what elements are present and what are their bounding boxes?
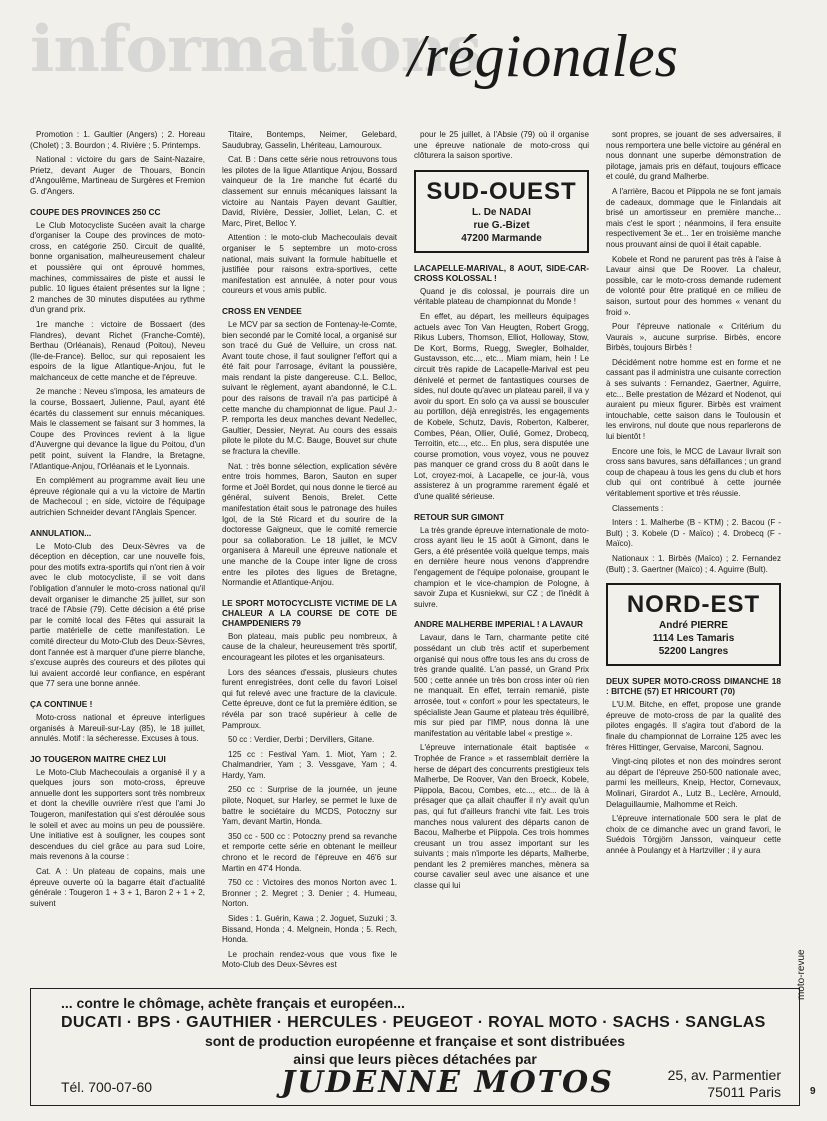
correspondent-name: L. De NADAI: [472, 206, 531, 218]
article-paragraph: L'épreuve internationale était baptisée « Trophée de France » et rassemblait derrière la herse de départ des concurrents prestigieux tels Malherbe, De Roover, Van den Broeck, Kobele, Piippola, Bacou, Combes, etc..., etc... de là à présager que ça allait chauffer il n'y avait qu'un pas, qui fut d'ailleurs franchi vite fait. Les trois manches nous valurent des départs canon de Bacou, Malherbe et Piippola. Ces trois hommes creusant un trou assez important sur les suivants ; mais n'importe les départs, Malherbe, pendant les 2 premières manches, mènera sa course cavalier seul avec une aisance et une classe qui lui: [414, 743, 589, 891]
article-paragraph: Le Club Motocycliste Sucéen avait la charge d'organiser la Coupe des provinces de moto-cross, en catégorie 250. Circuit de qualité, bonne organisation, malheureusement chaleur et poussière qui ont éprouvé hommes, machines, commissaires de piste et aussi le public. 10 ligues étaient présentes sur la ligne ; 2 manches de 30 minutes disputées au rythme d'un grand prix.: [30, 220, 205, 315]
article-paragraph: 125 cc : Festival Yam. 1. Miot, Yam ; 2. Chalmandrier, Yam ; 3. Vessgave, Yam ; 4. Hardy, Yam.: [222, 749, 397, 780]
correspondent-name: André PIERRE: [659, 620, 728, 632]
article-heading: CROSS EN VENDEE: [222, 305, 302, 316]
article-paragraph: 1re manche : victoire de Bossaert (des Flandres), devant Richet (Franche-Comté), Berthau (Orléanais), Renaud (Poitou), Neveu (Ile-de-France). Belloc, sur qui reposaient les espoirs de la ligue Atlantique-Anjou, fut le malchanceux de cette manche et de l'épreuve.: [30, 319, 205, 382]
article-paragraph: Inters : 1. Malherbe (B - KTM) ; 2. Bacou (F - Bult) ; 3. Kobele (D - Maïco) ; 4. Drobecq (F - Maïco).: [606, 518, 781, 549]
ad-logo-judenne-motos: JUDENNE MOTOS: [281, 1065, 614, 1100]
article-paragraph: sont propres, se jouant de ses adversaires, il nous remportera une belle victoire au général en nous donnant une superbe démonstration de pilotage, jamais pris en défaut, toujours efficace et coulé, du grand Malherbe.: [606, 130, 781, 182]
article-paragraph: Décidément notre homme est en forme et ne cassant pas il administra une cuisante correction à ses suivants : Fernandez, Gaertner, Aguirre, etc... Belle prestation de Mézard et Nodenot, qui auraient pu mieux figurer. Birbès est vraiment intouchable, cette saison dans le Toulousin et les environs, nul doute que nous reparlerons de lui bientôt !: [606, 357, 781, 442]
article-heading: LACAPELLE-MARIVAL, 8 AOUT, SIDE-CAR-CROSS KOLOSSAL !: [414, 262, 589, 283]
article-paragraph: National : victoire du gars de Saint-Nazaire, Prietz, devant Auger de Thouars, Boncin d'Angoulême, Martineau de Surgères et Fremion G. d'Angers.: [30, 155, 205, 196]
article-paragraph: La très grande épreuve internationale de moto-cross ayant lieu le 15 août à Gimont, dans le Gers, a été présentée voilà quelque temps, mais en dernière heure nous venons d'apprendre l'engagement de l'équipe polonaise, groupant le champion et le vice-champion de Pologne, à savoir Zupa et Kusniekwi, sur CZ ; de l'inédit à suivre.: [414, 525, 589, 609]
section-box-nord-est: [606, 583, 781, 666]
article-paragraph: 250 cc : Surprise de la journée, un jeune pilote, Noquet, sur Harley, se permet le luxe de battre le sociétaire du MCDS, Potoczny sur Yam, devant Martin, Honda.: [222, 785, 397, 827]
article-paragraph: Nat. : très bonne sélection, explication sévère entre trois hommes, Baron, Sauton en super forme et Joël Bordet, qui nous donne le tiercé au général, suivent Benois, Brelet. Cette manifestation était sous le patronage des huiles Igol, de la Sté Ricard et du sourire de la doctoresse Gaigneux, que le comité remercie pour sa collaboration. Le 18 juillet, le MCV organisera à Mareuil une épreuve nationale et une manche de la Coupe inter ligne de cross entre les pilotes des ligues de Bretagne, Normandie et Atlantique-Anjou.: [222, 461, 397, 588]
page-number: 9: [810, 1086, 816, 1097]
article-paragraph: Encore une fois, le MCC de Lavaur livrait son cross sans bavures, sans défaillances ; un grand coup de chapeau à tous les gens du club et hors club qui ont contribué à cette journée véritablement sportive et très réussie.: [606, 446, 781, 498]
article-paragraph: Le Moto-Club Machecoulais a organisé il y a quelques jours son moto-cross, épreuve annuelle dont les supporters sont très nombreux et dont la cheville ouvrière n'est que l'ami Jo Tougeron, manifestation qui s'est déroulée sous le soleil et avec au moins un peu de poussière. Une initiative est à souligner, les coupes sont descendues du ciel grâce au para sud Loire, mais revenons à la course :: [30, 767, 205, 862]
article-heading: ANNULATION...: [30, 527, 92, 538]
article-paragraph: Attention : le moto-club Machecoulais devait organiser le 5 septembre un moto-cross national, mais suivant la formule habituelle et justifiée pour raisons extra-sportives, cette manifestation est annulée, à noter pour vous coureurs et vous amis public.: [222, 233, 397, 296]
ad-phone: Tél. 700-07-60: [61, 1079, 153, 1095]
article-paragraph: Le prochain rendez-vous que vous fixe le Moto-Club des Deux-Sèvres est: [222, 949, 397, 970]
article-heading: DEUX SUPER MOTO-CROSS DIMANCHE 18 : BITCHE (57) ET HRICOURT (70): [606, 676, 781, 697]
correspondent-city: 47200 Marmande: [461, 232, 542, 244]
article-paragraph: Classements :: [612, 503, 664, 513]
ad-address: [621, 1067, 781, 1101]
ad-line-parts: ainsi que leurs pièces détachées par: [293, 1051, 537, 1067]
article-paragraph: Kobele et Rond ne parurent pas très à l'aise à Lavaur ainsi que De Roover. La chaleur, possible, car le moto-cross demande rudement de volonté pour être pratiqué en ce milieu de saison, surtout pour des hommes « venant du froid ».: [606, 254, 781, 317]
article-paragraph: En effet, au départ, les meilleurs équipages actuels avec Ton Van Heugten, Robert Grogg, Rikus Lubers, Thomson, Elliot, Holloway, Stow, De Kort, Borms, Ruegg, Swegler, Bolhalder, Gustavsson, etc..., etc... Miam miam, hein ! Le circuit très rapide de Lacapelle-Marival est peu dénivelé et permet de fantastiques courses de sides, nul doute qu'avec un plateau pareil, il va y avoir du sport. En solo ça va aussi se bousculer au portillon, déjà enregistrés, les engagements de Kobele, Schutz, Davis, Roberton, Kalberer, Combes, Péan, Ollier, Oulié, Gomez, Drobecq, Terroitin, etc..., etc... En plus, sera disputée une course promotion, vous voyez, vous ne pouvez pas manquer ce grand cross du 8 août dans le Lot, croyez-moi, à Lacapelle, ce jour-là, vous assisterez à un programme rarement égalé et d'une qualité sérieuse.: [414, 311, 589, 502]
article-paragraph: Lors des séances d'essais, plusieurs chutes furent enregistrées, dont celle du favori Loisel qui fut relevé avec une fracture de la clavicule. Cette épreuve, dont ce fut la première édition, se révéla par son tracé supérieur à celle de Pamproux.: [222, 667, 397, 730]
article-paragraph: Le MCV par sa section de Fontenay-le-Comte, bien secondé par le Comité local, a organisé sur son tracé du Gué de Velluire, un cross nat. Avant toute chose, il faut souligner l'effort qui a été fait pour l'arrosage, évitant la poussière, mais rendant la piste dangereuse. C.L. Belloc, suivant le règlement, ayant abandonné, le C.L. pour des raisons de travail n'a pas participé à cette manche du championnat de ligue. Paul J.-P. remporta les deux manches devant Nedellec, Gaultier, Dessier, Neyrat. Au cours des essais pilote le pilote du M.C. Bauge, Bouvet sur chute se fractura la cheville.: [222, 319, 397, 457]
article-paragraph: Bon plateau, mais public peu nombreux, à cause de la chaleur, heureusement très sportif, encourageant les pilotes et les organisateurs.: [222, 631, 397, 662]
correspondent-street: rue G.-Bizet: [473, 219, 530, 231]
article-paragraph: Cat. A : Un plateau de copains, mais une épreuve ouverte où la bagarre était d'actualité générale : Tougeron 1 + 3 + 1, Baron 2 + 1 + 2, suivent: [30, 867, 205, 908]
ad-brand-list: DUCATI · BPS · GAUTHIER · HERCULES · PEUGEOT · ROYAL MOTO · SACHS · SANGLAS: [61, 1014, 766, 1031]
article-paragraph: Moto-cross national et épreuve interligues organisés à Mareuil-sur-Lay (85), le 18 juillet, annulés. Motif : la sécheresse. Excuses à tous.: [30, 712, 205, 744]
article-paragraph: Titaire, Bontemps, Neimer, Gelebard, Saudubray, Gasselin, Lhériteau, Lamouroux.: [222, 130, 397, 150]
page-header: [30, 12, 820, 122]
section-title-sud-ouest: SUD-OUEST: [426, 177, 577, 205]
header-title-informations: informations: [30, 12, 482, 87]
article-paragraph: Sides : 1. Guérin, Kawa ; 2. Joguet, Suzuki ; 3. Bissand, Honda ; 4. Melgnein, Honda ; 5. Rech, Honda.: [222, 914, 397, 945]
article-paragraph: L'U.M. Bitche, en effet, propose une grande épreuve de moto-cross de par la qualité des pilotes engagés. Il s'agira tout d'abord de la finale du championnat de Lorraine 125 avec les frères Hittinger, Gervaise, Marconi, Sagnou.: [606, 700, 781, 752]
article-heading: COUPE DES PROVINCES 250 CC: [30, 206, 161, 217]
article-paragraph: 350 cc - 500 cc : Potoczny prend sa revanche et remporte cette série en obtenant le meilleur chrono et le record de l'épreuve en 46'6 sur Martin en 47'4 Honda.: [222, 831, 397, 873]
article-heading: ANDRE MALHERBE IMPERIAL ! A LAVAUR: [414, 619, 584, 630]
correspondent-city: 52200 Langres: [658, 646, 729, 658]
ad-address-city: 75011 Paris: [707, 1084, 781, 1100]
column-3: [414, 130, 589, 980]
article-paragraph: Vingt-cinq pilotes et non des moindres seront au départ de l'épreuve 250-500 nationale avec, parmi les meilleurs, Kneip, Hector, Cornevaux, Molinari, Girardot A., Lutz B., Leclère, Arnould, Delaguillaumie, Malhomme et Reich.: [606, 757, 781, 809]
article-heading: LE SPORT MOTOCYCLISTE VICTIME DE LA CHALEUR A LA COURSE DE COTE DE CHAMPDENIERS 79: [222, 597, 397, 628]
correspondent-street: 1114 Les Tamaris: [652, 633, 735, 645]
article-heading: JO TOUGERON MAITRE CHEZ LUI: [30, 753, 166, 764]
article-paragraph: Pour l'épreuve nationale « Critérium du Vaurais », aucune surprise. Birbès, encore Birbès, toujours Birbès !: [606, 322, 781, 353]
article-heading: ÇA CONTINUE !: [30, 698, 93, 709]
article-paragraph: L'épreuve internationale 500 sera le plat de choix de ce dimanche avec un grand favori, le Suédois Törgjörn Jansson, vainqueur cette année à Poulangy et à Hartzviller ; il y aura: [606, 814, 781, 855]
article-paragraph: 50 cc : Verdier, Derbi ; Dervillers, Gitane.: [228, 735, 375, 745]
ad-slogan: ... contre le chômage, achète français et européen...: [61, 995, 405, 1011]
article-paragraph: Le Moto-Club des Deux-Sèvres va de déception en déception, car une nouvelle fois, pour des motifs extra-sportifs qui n'ont rien à voir avec le club motocycliste, il se voit dans l'obligation d'annuler le moto-cross national qu'il devait organiser le dimanche 25 juillet, sur son tracé de l'Absie (79). Cette décision a été prise par le comité local des Fêtes qui assurait la partie matérielle de cette manifestation. Le comité directeur du Moto-Club des Deux-Sèvres, dont l'année est à marquer d'une pierre blanche, s'excuse auprès des coureurs et des pilotes qui lui avaient accordé leur confiance, en espérant que 77 sera une bonne année.: [30, 541, 205, 689]
article-paragraph: 750 cc : Victoires des monos Norton avec 1. Bronner ; 2. Megret ; 3. Denier ; 4. Humeau, Norton.: [222, 878, 397, 909]
column-2: [222, 130, 397, 980]
article-paragraph: Cat. B : Dans cette série nous retrouvons tous les pilotes de la ligue Atlantique Anjou, Bossard vainqueur de la 1re manche fut écarté du classement sur ennuis mécaniques laissant la victoire au Nantais Payen devant Gaultier, David, Rivière, Dessier, Jolliet, Lelan, C. et Marc, Piret, Belloc Y.: [222, 155, 397, 228]
article-paragraph: Promotion : 1. Gaultier (Angers) ; 2. Horeau (Cholet) ; 3. Bourdon ; 4. Rivière ; 5. Printemps.: [30, 130, 205, 150]
section-title-nord-est: NORD-EST: [626, 591, 761, 619]
header-title-regionales: /régionales: [408, 23, 678, 89]
article-paragraph: A l'arrière, Bacou et Piippola ne se font jamais de cadeaux, dommage que le Finlandais ait brisé un amortisseur en première manche... mais c'est le sport ; néanmoins, il fera ensuite respectivement 3e et... 1er en troisième manche nous prouvant ainsi de quoi il était capable.: [606, 186, 781, 249]
article-heading: RETOUR SUR GIMONT: [414, 511, 505, 522]
column-4: [606, 130, 781, 980]
magazine-name-vertical: moto-revue: [796, 949, 807, 1000]
section-box-sud-ouest: [414, 170, 589, 253]
article-paragraph: Lavaur, dans le Tarn, charmante petite cité possédant un club très actif et superbement organisé qui nous offre tous les ans du cross de très grande qualité. L'an passé, un Grand Prix 500 ; cette année un très bon cross inter où rien ne manquait. En effet, terrain remanié, piste arrosée, tout « confort » pour les spectateurs, le spécialiste Jean Gaume et plateau très équilibré, mis sur pied par l'IMP, nous donna là une manifestation au véritable label « prestige ».: [414, 633, 589, 738]
article-paragraph: pour le 25 juillet, à l'Absie (79) où il organise une épreuve nationale de moto-cross qui clôturera la saison sportive.: [414, 130, 589, 161]
advertisement-judenne-motos: [30, 988, 800, 1106]
column-1: [30, 130, 205, 980]
ad-line-production: sont de production européenne et française et sont distribuées: [204, 1033, 626, 1049]
article-paragraph: 2e manche : Neveu s'imposa, les amateurs de la course, Bossaert, Julienne, Paul, ayant été écartés du classement sur ennuis mécaniques. Mais le classement se faisant sur 3 hommes, la Coupe des Provinces revient à la ligue d'Auvergne qui devance la ligue du Poitou, d'un petit point, suivent la Flandre, la Bretagne, l'Atlantique-Anjou, l'Orléanais et le Lyonnais.: [30, 387, 205, 471]
article-paragraph: Nationaux : 1. Birbès (Maïco) ; 2. Fernandez (Bult) ; 3. Gaertner (Maïco) ; 4. Aguirre (Bult).: [606, 553, 781, 574]
article-paragraph: En complément au programme avait lieu une épreuve régionale qui a vu la victoire de Martin de Machecoul ; en side, victoire de l'équipage autrichien Schneider devant l'Anglais Spencer.: [30, 476, 205, 517]
article-paragraph: Quand je dis colossal, je pourrais dire un véritable plateau de championnat du Monde !: [414, 286, 589, 307]
ad-address-street: 25, av. Parmentier: [667, 1067, 781, 1083]
